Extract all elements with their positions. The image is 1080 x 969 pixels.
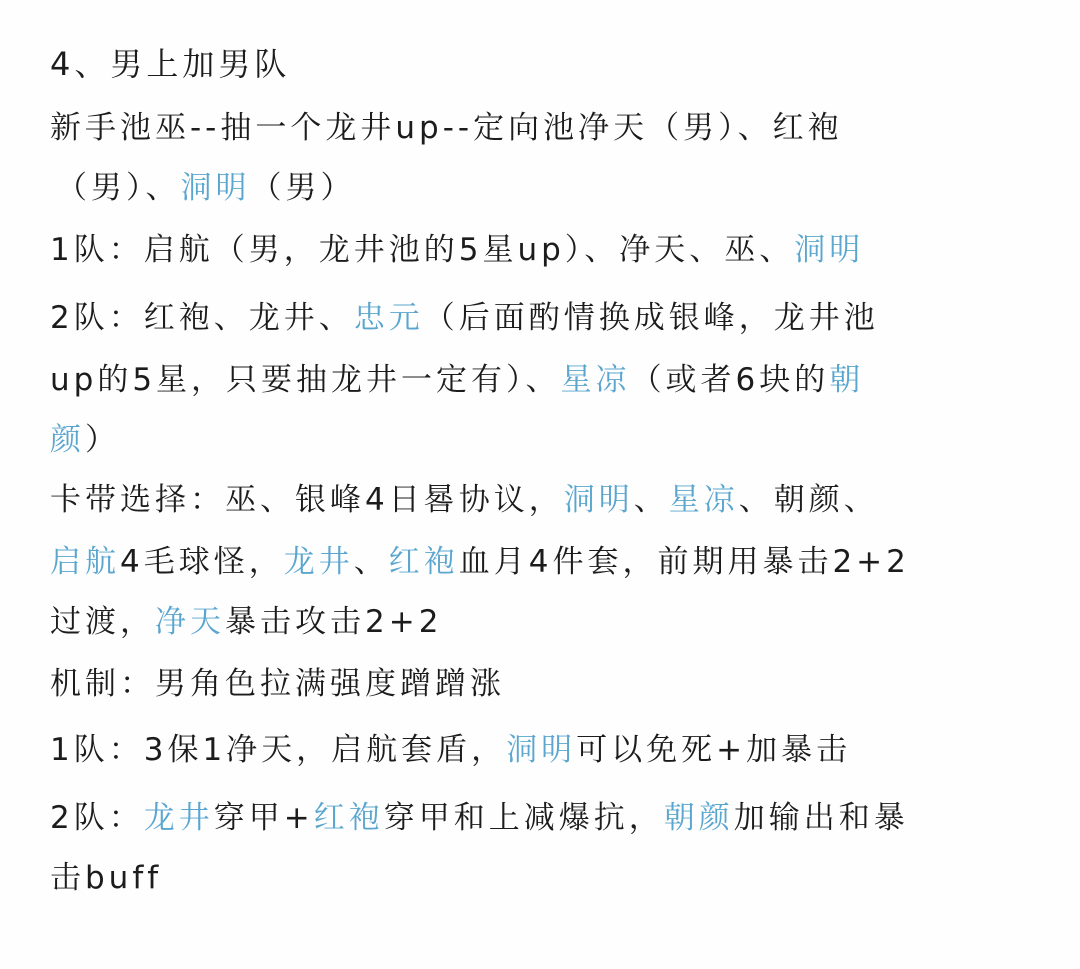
- note-text: 2队：红袍、龙井、: [50, 300, 354, 336]
- note-line: [50, 420, 120, 460]
- highlighted-text: 朝: [829, 362, 865, 398]
- note-line: [50, 602, 442, 642]
- highlighted-text: 洞明: [563, 482, 634, 518]
- note-line: [50, 542, 910, 582]
- highlighted-text: 星凉: [560, 362, 631, 398]
- note-line: [50, 798, 909, 838]
- note-line: [50, 360, 864, 400]
- highlighted-text: 洞明: [794, 232, 865, 268]
- note-text: 4毛球怪，: [120, 544, 284, 580]
- note-text: 、: [353, 544, 389, 580]
- highlighted-text: 龙井: [143, 800, 214, 836]
- highlighted-text: 净天: [155, 604, 225, 640]
- note-text: 2队：: [50, 800, 144, 836]
- note-title: 4、男上加男队: [50, 45, 291, 83]
- note-text: 加输出和暴: [733, 800, 909, 836]
- note-text: 穿甲和上减爆抗，: [383, 800, 664, 836]
- highlighted-text: 朝颜: [663, 800, 734, 836]
- note-line: [50, 858, 162, 898]
- note-text: 、: [633, 482, 669, 518]
- note-text: （后面酌情换成银峰，龙井池: [423, 300, 879, 336]
- highlighted-text: 龙井: [283, 544, 354, 580]
- highlighted-text: 星凉: [668, 482, 739, 518]
- note-text: 血月4件套，前期用暴击2+2: [458, 544, 910, 580]
- note-text: 机制：男角色拉满强度蹭蹭涨: [50, 666, 505, 702]
- note-text: 1队：3保1净天，启航套盾，: [50, 732, 507, 768]
- note-text: 、朝颜、: [738, 482, 879, 518]
- note-text: 1队：启航（男，龙井池的5星up）、净天、巫、: [50, 232, 795, 268]
- highlighted-text: 洞明: [180, 170, 251, 206]
- highlighted-text: 启航: [50, 544, 120, 580]
- highlighted-text: 颜: [50, 422, 85, 458]
- note-line: [50, 298, 879, 338]
- highlighted-text: 洞明: [506, 732, 577, 768]
- note-text: ）: [85, 422, 120, 458]
- note-text: 穿甲+: [213, 800, 314, 836]
- note-line: [56, 168, 356, 208]
- note-text: up的5星，只要抽龙井一定有）、: [50, 362, 561, 398]
- note-line: [50, 664, 505, 704]
- note-text: 暴击攻击2+2: [225, 604, 443, 640]
- note-text: 击buff: [50, 860, 163, 896]
- highlighted-text: 红袍: [313, 800, 384, 836]
- note-line: [50, 480, 879, 520]
- note-text: 可以免死+加暴击: [576, 732, 852, 768]
- highlighted-text: 红袍: [388, 544, 459, 580]
- note-text: 卡带选择：巫、银峰4日晷协议，: [50, 482, 564, 518]
- note-text: 过渡，: [50, 604, 155, 640]
- note-text: 新手池巫--抽一个龙井up--定向池净天（男）、红袍: [50, 110, 843, 146]
- note-text: （男）、: [56, 170, 181, 206]
- note-text: （男）: [250, 170, 356, 206]
- highlighted-text: 忠元: [353, 300, 424, 336]
- note-line: [50, 730, 851, 770]
- note-line: [50, 108, 843, 148]
- note-text: （或者6块的: [630, 362, 830, 398]
- note-line: [50, 230, 864, 270]
